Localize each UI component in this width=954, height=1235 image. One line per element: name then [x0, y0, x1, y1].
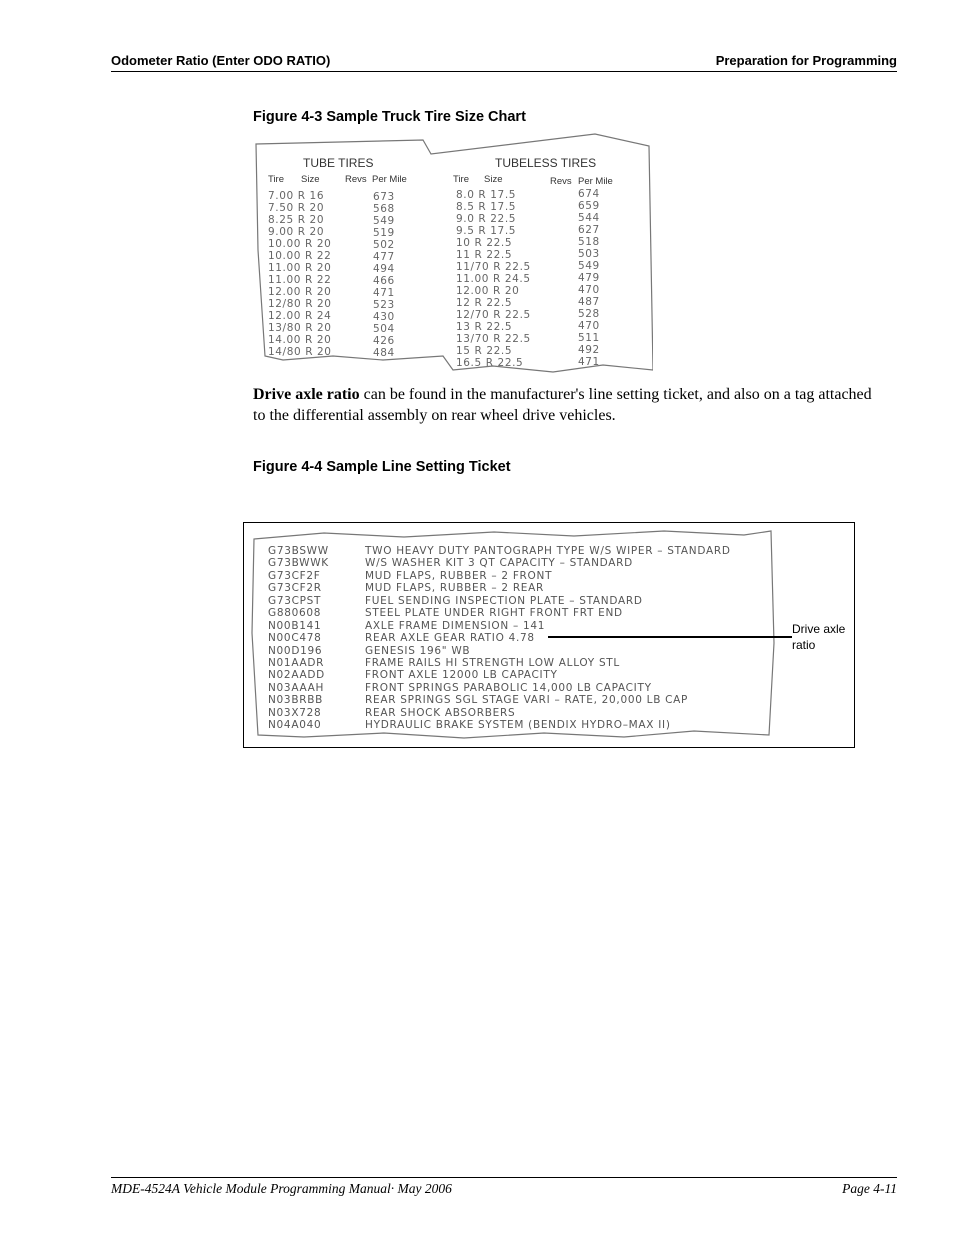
tubeless-col-revs: Revs — [550, 176, 572, 187]
tube-revs: 568 — [373, 203, 395, 215]
tube-revs: 494 — [373, 263, 395, 275]
tubeless-col-size: Size — [484, 174, 503, 185]
tube-col-per-mile: Per Mile — [372, 174, 407, 185]
tube-revs: 504 — [373, 323, 395, 335]
ticket-code: N03BRBB — [268, 694, 324, 707]
drive-axle-term: Drive axle ratio — [253, 386, 360, 403]
figure-4-3-caption: Figure 4-3 Sample Truck Tire Size Chart — [253, 109, 526, 125]
tubeless-size: 12.00 R 20 — [456, 285, 520, 297]
tube-size: 12.00 R 20 — [268, 286, 332, 298]
ticket-description: W/S WASHER KIT 3 QT CAPACITY – STANDARD — [365, 557, 633, 570]
ticket-code: N00B141 — [268, 619, 322, 632]
ticket-description: HYDRAULIC BRAKE SYSTEM (BENDIX HYDRO–MAX II) — [365, 719, 671, 732]
tubeless-size: 10 R 22.5 — [456, 237, 513, 249]
tire-size-chart — [253, 130, 653, 375]
tube-revs: 484 — [373, 347, 395, 359]
tube-size: 10.00 R 22 — [268, 250, 332, 262]
tube-size: 14/80 R 20 — [268, 346, 332, 358]
tubeless-revs: 549 — [578, 260, 600, 272]
tube-size: 10.00 R 20 — [268, 238, 332, 250]
tubeless-size: 8.5 R 17.5 — [456, 201, 517, 213]
tubeless-revs: 470 — [578, 320, 600, 332]
tube-size: 13/80 R 20 — [268, 322, 332, 334]
tubeless-revs: 492 — [578, 344, 600, 356]
ticket-code: N00C478 — [268, 632, 322, 645]
ticket-code: N03X728 — [268, 706, 322, 719]
tubeless-size: 11.00 R 24.5 — [456, 273, 531, 285]
tubeless-size: 11/70 R 22.5 — [456, 261, 531, 273]
ticket-code: G73BWWK — [268, 557, 329, 570]
tube-revs: 523 — [373, 299, 395, 311]
ticket-description: STEEL PLATE UNDER RIGHT FRONT FRT END — [365, 607, 623, 620]
tube-size: 12/80 R 20 — [268, 298, 332, 310]
tubeless-revs: 470 — [578, 284, 600, 296]
tubeless-revs: 528 — [578, 308, 600, 320]
footer-page-number: Page 4-11 — [842, 1181, 897, 1196]
ticket-code: G73CPST — [268, 594, 322, 607]
line-setting-ticket-box — [243, 522, 855, 748]
tubeless-revs: 659 — [578, 200, 600, 212]
tubeless-sizes-column — [456, 189, 531, 369]
tubeless-size: 9.0 R 22.5 — [456, 213, 517, 225]
tubeless-revs: 503 — [578, 248, 600, 260]
tube-col-size: Size — [301, 174, 320, 185]
tube-revs: 466 — [373, 275, 395, 287]
ticket-description: TWO HEAVY DUTY PANTOGRAPH TYPE W/S WIPER – STANDARD — [365, 545, 731, 557]
ticket-description: GENESIS 196" WB — [365, 644, 471, 657]
tube-size: 7.00 R 16 — [268, 190, 325, 202]
drive-axle-paragraph — [253, 384, 873, 426]
ticket-code: N01AADR — [268, 656, 325, 669]
ticket-descriptions-column — [365, 545, 731, 732]
tubeless-revs: 518 — [578, 236, 600, 248]
ticket-description: FRONT AXLE 12000 LB CAPACITY — [365, 669, 558, 682]
drive-axle-callout-line — [548, 636, 792, 638]
ticket-code: G880608 — [268, 607, 322, 620]
running-header-left: Odometer Ratio (Enter ODO RATIO) — [111, 53, 331, 68]
figure-4-4-caption: Figure 4-4 Sample Line Setting Ticket — [253, 459, 511, 475]
tube-sizes-column — [268, 190, 332, 358]
tubeless-size: 9.5 R 17.5 — [456, 225, 517, 237]
tubeless-size: 8.0 R 17.5 — [456, 189, 517, 201]
tube-col-revs: Revs — [345, 174, 367, 185]
header-rule — [111, 71, 897, 72]
tube-size: 7.50 R 20 — [268, 202, 325, 214]
ticket-code: N03AAAH — [268, 681, 325, 694]
tubeless-revs-column — [578, 188, 600, 368]
tubeless-revs: 511 — [578, 332, 600, 344]
tubeless-revs: 479 — [578, 272, 600, 284]
ticket-codes-column — [268, 545, 329, 732]
drive-axle-text: can be found in the manufacturer's line setting ticket, and also on a tag attached to the differential assembly on rear wheel drive vehicles. — [253, 386, 872, 424]
tube-size: 14.00 R 20 — [268, 334, 332, 346]
tubeless-col-tire: Tire — [453, 174, 470, 185]
ticket-code: N00D196 — [268, 644, 323, 657]
tubeless-revs: 674 — [578, 188, 600, 200]
tube-revs: 502 — [373, 239, 395, 251]
tube-revs: 549 — [373, 215, 395, 227]
tubeless-size: 15 R 22.5 — [456, 345, 513, 357]
ticket-description: AXLE FRAME DIMENSION – 141 — [365, 619, 546, 632]
tubeless-size: 12/70 R 22.5 — [456, 309, 531, 321]
tube-tires-title: TUBE TIRES — [303, 156, 374, 170]
ticket-description: REAR SPRINGS SGL STAGE VARI – RATE, 20,000 LB CAP — [365, 694, 689, 707]
footer-rule — [111, 1177, 897, 1178]
drive-axle-callout-label: Drive axle ratio — [792, 622, 846, 652]
tubeless-size: 13 R 22.5 — [456, 321, 513, 333]
tube-size: 8.25 R 20 — [268, 214, 325, 226]
tube-revs: 471 — [373, 287, 395, 299]
tubeless-size: 11 R 22.5 — [456, 249, 513, 261]
tube-size: 12.00 R 24 — [268, 310, 332, 322]
ticket-description: REAR AXLE GEAR RATIO 4.78 — [365, 632, 535, 645]
tubeless-size: 16.5 R 22.5 — [456, 357, 524, 369]
ticket-description: REAR SHOCK ABSORBERS — [365, 706, 516, 719]
ticket-description: FRONT SPRINGS PARABOLIC 14,000 LB CAPACITY — [365, 681, 652, 694]
ticket-description: FRAME RAILS HI STRENGTH LOW ALLOY STL — [365, 656, 620, 669]
tube-size: 11.00 R 22 — [268, 274, 332, 286]
tubeless-revs: 627 — [578, 224, 600, 236]
tubeless-revs: 487 — [578, 296, 600, 308]
tube-revs: 430 — [373, 311, 395, 323]
tube-revs: 477 — [373, 251, 395, 263]
running-header-right: Preparation for Programming — [715, 53, 897, 68]
tube-revs: 426 — [373, 335, 395, 347]
footer-manual-title: MDE-4524A Vehicle Module Programming Manual· May 2006 — [111, 1181, 452, 1196]
ticket-description: MUD FLAPS, RUBBER – 2 REAR — [365, 582, 545, 595]
tubeless-col-per-mile: Per Mile — [578, 176, 613, 187]
tube-col-tire: Tire — [268, 174, 285, 185]
tubeless-size: 13/70 R 22.5 — [456, 333, 531, 345]
tube-size: 9.00 R 20 — [268, 226, 325, 238]
tube-size: 11.00 R 20 — [268, 262, 332, 274]
ticket-code: G73BSWW — [268, 545, 329, 557]
tubeless-revs: 471 — [578, 356, 600, 368]
tube-revs: 673 — [373, 191, 395, 203]
ticket-description: FUEL SENDING INSPECTION PLATE – STANDARD — [365, 594, 643, 607]
tubeless-size: 12 R 22.5 — [456, 297, 513, 309]
ticket-code: N04A040 — [268, 719, 322, 732]
tubeless-revs: 544 — [578, 212, 600, 224]
tubeless-tires-title: TUBELESS TIRES — [495, 156, 597, 170]
tube-revs: 519 — [373, 227, 395, 239]
tube-revs-column — [373, 191, 395, 359]
ticket-description: MUD FLAPS, RUBBER – 2 FRONT — [365, 569, 553, 582]
ticket-code: N02AADD — [268, 669, 325, 682]
ticket-code: G73CF2F — [268, 569, 321, 582]
ticket-code: G73CF2R — [268, 582, 322, 595]
